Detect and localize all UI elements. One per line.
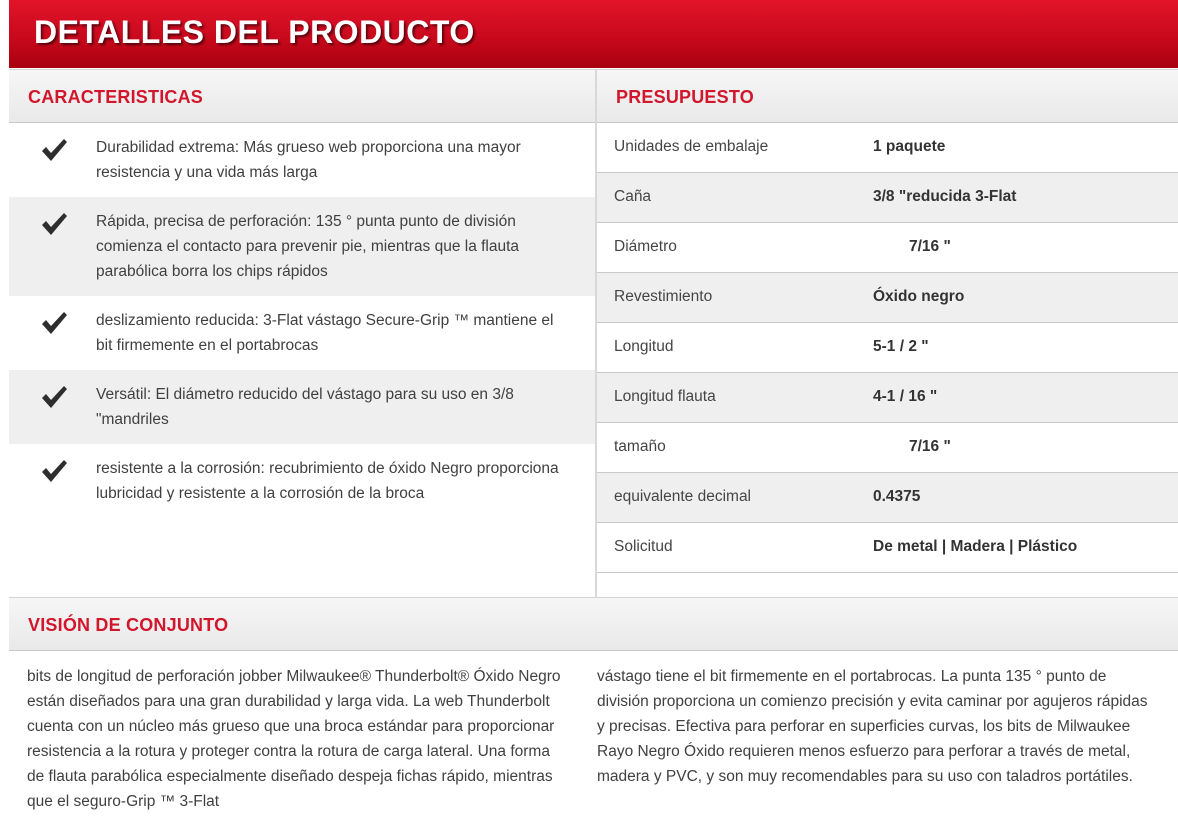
spec-row (597, 123, 1178, 173)
feature-text: Versátil: El diámetro reducido del vástago para su uso en 3/8 "mandriles (96, 386, 514, 428)
spec-label: Unidades de embalaje (614, 138, 769, 155)
feature-item (9, 296, 595, 370)
spec-value: Óxido negro (873, 288, 965, 305)
characteristics-heading: CARACTERISTICAS (28, 87, 204, 107)
checkmark-icon (40, 310, 68, 336)
feature-text: Rápida, precisa de perforación: 135 ° punta punto de división comienza el contacto para prevenir pie, mientras que la flauta parabólica borra los chips rápidos (96, 213, 520, 280)
feature-item (9, 370, 595, 444)
feature-text: resistente a la corrosión: recubrimiento de óxido Negro proporciona lubricidad y resistente a la corrosión de la broca (96, 460, 559, 502)
checkmark-icon (40, 458, 68, 484)
spec-label: Longitud (614, 338, 674, 355)
budget-spec-table (597, 123, 1178, 598)
page-title: DETALLES DEL PRODUCTO (34, 14, 475, 50)
spec-value: 7/16 " (909, 438, 951, 455)
spec-row (597, 173, 1178, 223)
characteristics-header (9, 69, 595, 123)
spec-value: 0.4375 (873, 488, 921, 505)
spec-row (597, 523, 1178, 573)
overview-heading: VISIÓN DE CONJUNTO (28, 615, 229, 635)
spec-row (597, 423, 1178, 473)
characteristics-list (9, 123, 595, 518)
checkmark-icon (40, 211, 68, 237)
spec-value: 3/8 "reducida 3-Flat (873, 188, 1017, 205)
spec-row (597, 273, 1178, 323)
spec-label: Diámetro (614, 238, 677, 255)
budget-heading: PRESUPUESTO (616, 87, 754, 107)
spec-label: Caña (614, 188, 652, 205)
overview-header (9, 597, 1178, 651)
spec-label: equivalente decimal (614, 488, 752, 505)
budget-header (597, 69, 1178, 123)
spec-value: 7/16 " (909, 238, 951, 255)
spec-value: 4-1 / 16 " (873, 388, 938, 405)
spec-row (597, 373, 1178, 423)
spec-label: Longitud flauta (614, 388, 716, 405)
feature-item (9, 444, 595, 518)
spec-table-footer (597, 573, 1178, 598)
spec-value: 1 paquete (873, 138, 946, 155)
spec-label: Revestimiento (614, 288, 713, 305)
spec-row (597, 473, 1178, 523)
product-details-banner (9, 0, 1178, 68)
spec-row (597, 223, 1178, 273)
spec-row (597, 323, 1178, 373)
feature-item (9, 197, 595, 296)
feature-text: deslizamiento reducida: 3-Flat vástago Secure-Grip ™ mantiene el bit firmemente en el portabrocas (96, 312, 554, 354)
overview-text-right: vástago tiene el bit firmemente en el portabrocas. La punta 135 ° punto de división proporciona un comienzo precisión y evita caminar por agujeros rápidas y precisas. Efectiva para perforar en superficies curvas, los bits de Milwaukee Rayo Negro Óxido requieren menos esfuerzo para perforar a través de metal, madera y PVC, y son muy recomendables para su uso con taladros portátiles. (597, 668, 1148, 785)
spec-label: tamaño (614, 438, 666, 455)
checkmark-icon (40, 384, 68, 410)
feature-text: Durabilidad extrema: Más grueso web proporciona una mayor resistencia y una vida más larga (96, 139, 521, 181)
spec-value: De metal | Madera | Plástico (873, 538, 1078, 555)
checkmark-icon (40, 137, 68, 163)
feature-item (9, 123, 595, 197)
spec-value: 5-1 / 2 " (873, 338, 929, 355)
spec-label: Solicitud (614, 538, 673, 555)
overview-text-left: bits de longitud de perforación jobber Milwaukee® Thunderbolt® Óxido Negro están diseñados para una gran durabilidad y larga vida. La web Thunderbolt cuenta con un núcleo más grueso que una broca estándar para proporcionar resistencia a la rotura y proteger contra la rotura de carga lateral. Una forma de flauta parabólica especialmente diseñado despeja fichas rápido, mientras que el seguro-Grip ™ 3-Flat (27, 668, 561, 810)
